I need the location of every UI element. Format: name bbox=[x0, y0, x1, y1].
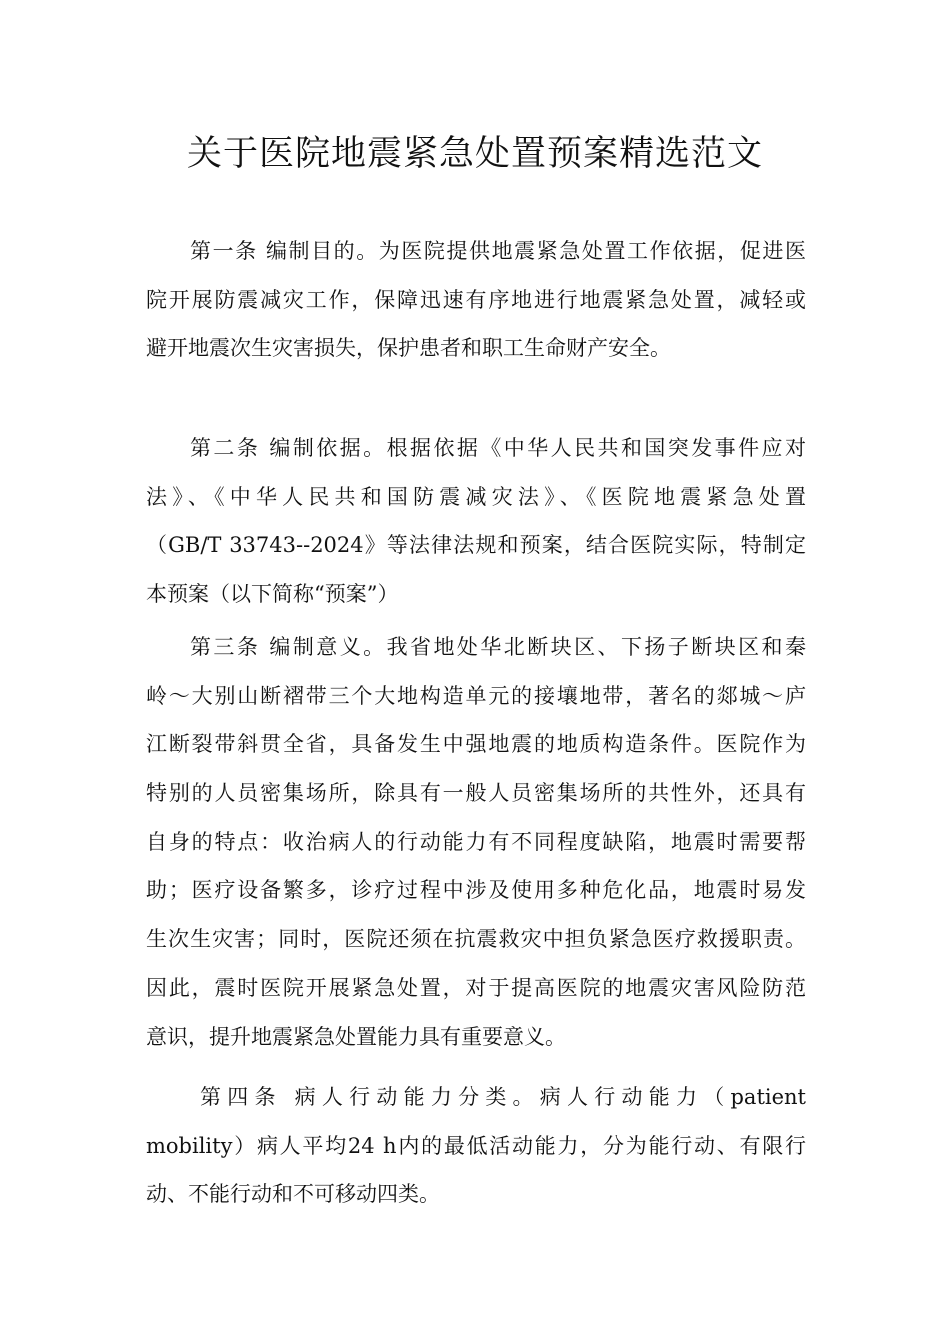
paragraph-line: 自身的特点：收治病人的行动能力有不同程度缺陷，地震时需要帮 bbox=[146, 829, 806, 854]
paragraph-line: 生次生灾害；同时，医院还须在抗震救灾中担负紧急医疗救援职责。 bbox=[146, 927, 806, 952]
paragraph-line: 避开地震次生灾害损失，保护患者和职工生命财产安全。 bbox=[146, 336, 671, 361]
paragraph-line: 法》、《中华人民共和国防震减灾法》、《医院地震紧急处置 bbox=[146, 484, 806, 509]
paragraph-line: 第四条 病人行动能力分类。病人行动能力（patient bbox=[200, 1085, 806, 1109]
paragraph-line: 意识，提升地震紧急处置能力具有重要意义。 bbox=[146, 1024, 566, 1049]
paragraph-line: 院开展防震减灾工作，保障迅速有序地进行地震紧急处置，减轻或 bbox=[146, 287, 806, 312]
paragraph-line: 本预案（以下简称“预案”） bbox=[146, 582, 399, 607]
article-3-paragraph bbox=[146, 623, 806, 1061]
paragraph-line: 特别的人员密集场所，除具有一般人员密集场所的共性外，还具有 bbox=[146, 781, 806, 806]
paragraph-line: 江断裂带斜贯全省，具备发生中强地震的地质构造条件。医院作为 bbox=[146, 732, 806, 757]
paragraph-line: 第三条 编制意义。我省地处华北断块区、下扬子断块区和秦 bbox=[190, 635, 806, 659]
paragraph-line: 第一条 编制目的。为医院提供地震紧急处置工作依据，促进医 bbox=[190, 239, 806, 263]
paragraph-line: mobility）病人平均24 h内的最低活动能力，分为能行动、有限行 bbox=[146, 1133, 806, 1158]
paragraph-line: 动、不能行动和不可移动四类。 bbox=[146, 1182, 440, 1207]
paragraph-line: 因此，震时医院开展紧急处置，对于提高医院的地震灾害风险防范 bbox=[146, 975, 806, 1000]
article-4-paragraph bbox=[146, 1073, 806, 1219]
paragraph-line: 助；医疗设备繁多，诊疗过程中涉及使用多种危化品，地震时易发 bbox=[146, 878, 806, 903]
article-2-paragraph bbox=[146, 424, 806, 619]
document-title: 关于医院地震紧急处置预案精选范文 bbox=[186, 134, 763, 174]
article-1-paragraph bbox=[146, 227, 806, 373]
paragraph-line: 第二条 编制依据。根据依据《中华人民共和国突发事件应对 bbox=[190, 436, 806, 460]
paragraph-line: 岭～大别山断褶带三个大地构造单元的接壤地带，著名的郯城～庐 bbox=[146, 683, 806, 708]
paragraph-line: （GB/T 33743--2024》等法律法规和预案，结合医院实际，特制定 bbox=[146, 533, 806, 558]
